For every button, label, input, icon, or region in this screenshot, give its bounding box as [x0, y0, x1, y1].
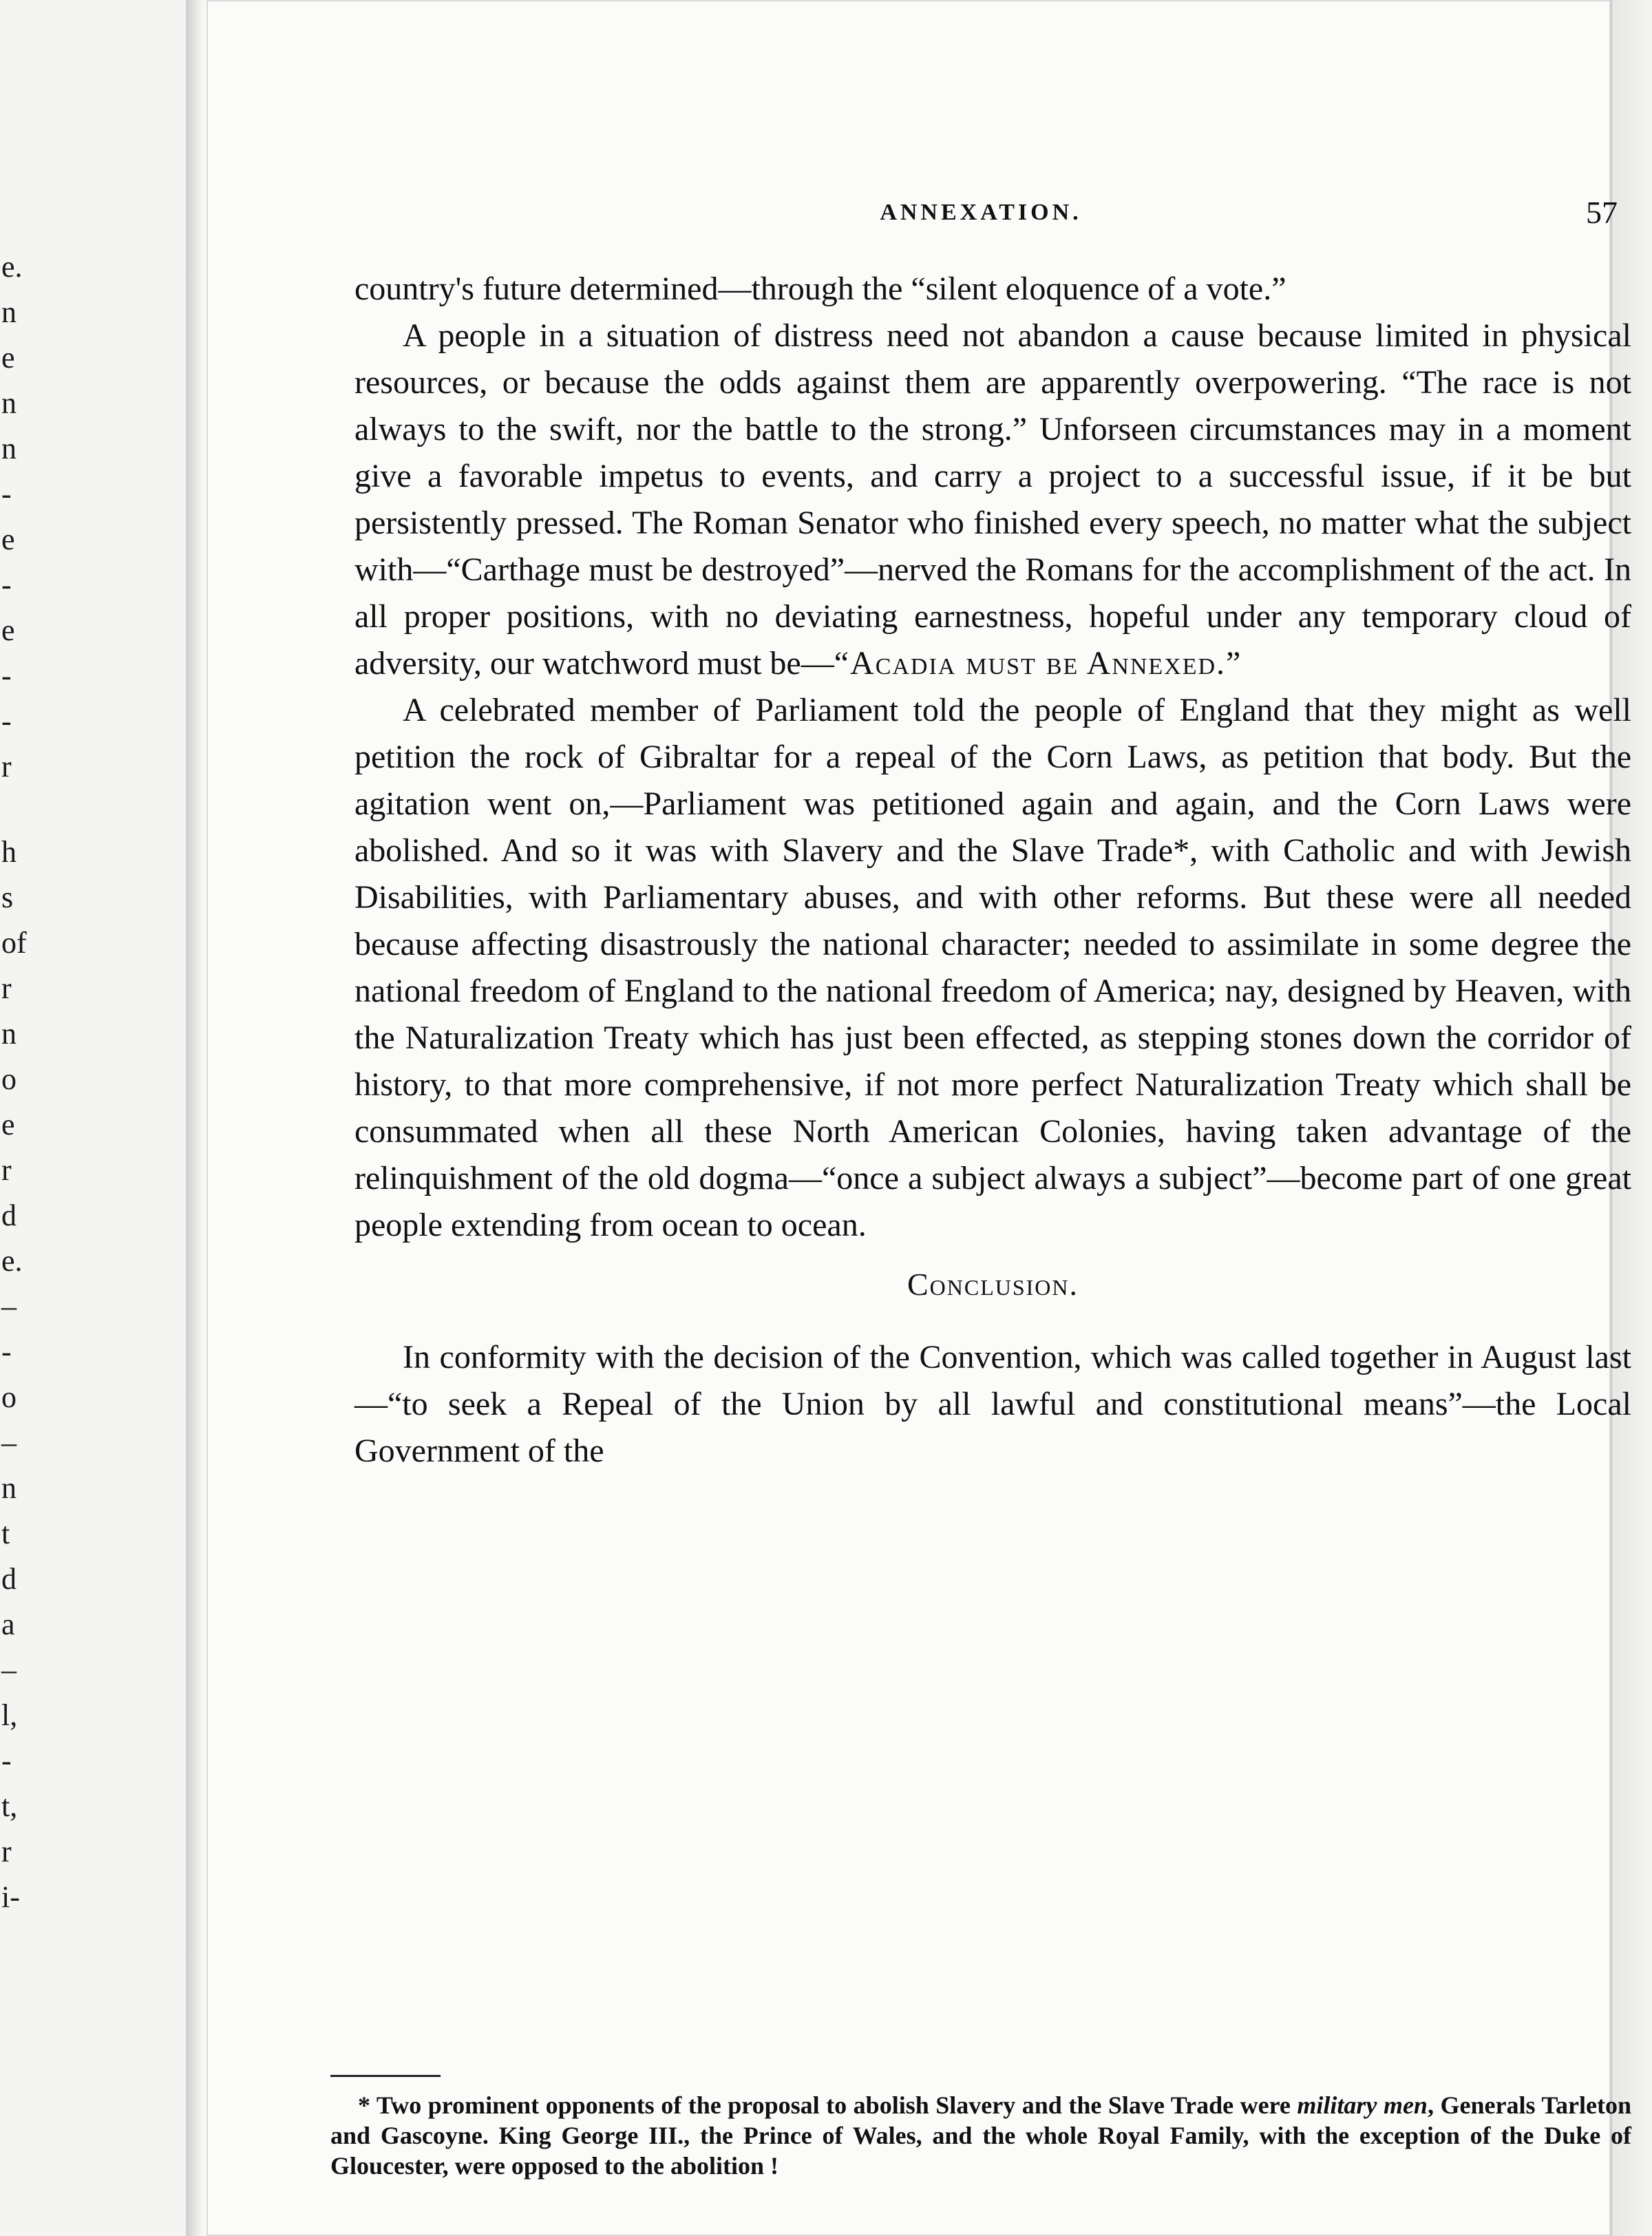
book-page [206, 0, 1632, 2236]
fragment: - [1, 1335, 12, 1369]
fragment: r [1, 971, 12, 1005]
fragment: - [1, 659, 12, 693]
fragment: r [1, 1835, 12, 1868]
footnote-italic: military men [1297, 2091, 1428, 2119]
section-heading: Conclusion. [907, 1267, 1079, 1302]
fragment: d [1, 1199, 17, 1232]
page-number: 57 [1586, 195, 1618, 230]
footnote-text-end: , Generals Tarleton and Gascoyne. King George III., the Prince of Wales, and the whole Royal Family, with the exception of the Duke of Gloucester, were opposed to the abolition ! [330, 2091, 1632, 2180]
fragment: d [1, 1562, 17, 1596]
fragment: - [1, 568, 12, 602]
fragment: i- [1, 1880, 20, 1914]
footnote [330, 2090, 1631, 2181]
paragraph: A celebrated member of Parliament told the people of England that they might as well petition the rock of Gibraltar for a repeal of the Corn Laws, as petition that body. But the agitation went on,—Parliament was petitioned again and again, and the Corn Laws were abolished. And so it was with Slavery and the Slave Trade*, with Catholic and with Jewish Disabilities, with Parliamentary abuses, and with other reforms. But these were all needed because affecting disastrously the national character; needed to assimilate in some degree the national freedom of England to the national freedom of America; nay, designed by Heaven, with the Naturalization Treaty which has just been effected, as stepping stones down the corridor of history, to that more comprehensive, if not more perfect Naturalization Treaty which shall be consummated when all these North American Colonies, having taken advantage of the relinquishment of the old dogma—“once a subject always a subject”—become part of one great people extending from ocean to ocean. [354, 692, 1631, 1243]
fragment: of [1, 926, 27, 960]
fragment: s [1, 880, 14, 914]
paragraph [354, 313, 1631, 687]
fragment: r [1, 1153, 12, 1187]
fragment: e [1, 341, 15, 375]
body-text [354, 266, 1631, 1475]
fragment: t, [1, 1789, 18, 1823]
fragment: h [1, 835, 17, 869]
fragment: e [1, 1108, 15, 1141]
fragment: e. [1, 1244, 23, 1278]
fragment: - [1, 477, 12, 511]
fragment: e [1, 613, 15, 647]
fragment: n [1, 1017, 17, 1051]
footnote-rule [330, 2075, 441, 2077]
fragment: a [1, 1607, 15, 1641]
fragment: r [1, 750, 12, 783]
running-head: ANNEXATION. [880, 200, 1082, 225]
fragment: n [1, 1471, 17, 1505]
paragraph: In conformity with the decision of the Convention, which was called together in August last—“to seek a Repeal of the Union by all lawful and constitutional means”—the Local Government of the [354, 1339, 1631, 1469]
page-header [344, 194, 1618, 235]
fragment: t [1, 1517, 10, 1550]
fragment: – [1, 1289, 17, 1323]
fragment: - [1, 1744, 12, 1778]
paragraph: country's future determined—through the “silent eloquence of a vote.” [354, 271, 1286, 307]
fragment: e [1, 523, 15, 556]
watchword: “Acadia must be Annexed.” [834, 645, 1242, 682]
fragment: - [1, 704, 12, 738]
fragment: e. [1, 250, 23, 284]
fragment: l, [1, 1698, 18, 1732]
fragment: o [1, 1062, 17, 1096]
fragment: n [1, 295, 17, 329]
fragment: – [1, 1653, 17, 1687]
footnote-text: * Two prominent opponents of the proposal to abolish Slavery and the Slave Trade were [358, 2091, 1298, 2119]
facing-page [0, 0, 201, 2236]
paragraph-text: A people in a situation of distress need not abandon a cause because limited in physical resources, or because the odds against them are apparently overpowering. “The race is not always to the swift, nor the battle to the strong.” Unforseen circumstances may in a moment give a favorable impetus to events, and carry a project to a successful issue, if it be but persistently pressed. The Roman Senator who finished every speech, no matter what the subject with—“Carthage must be destroyed”—nerved the Romans for the accomplishment of the act. In all proper positions, with no deviating earnestness, hopeful under any temporary cloud of adversity, our watchword must be— [354, 317, 1631, 682]
fragment: n [1, 432, 17, 465]
fragment: o [1, 1380, 17, 1414]
fragment: n [1, 386, 17, 420]
fragment: – [1, 1426, 17, 1459]
